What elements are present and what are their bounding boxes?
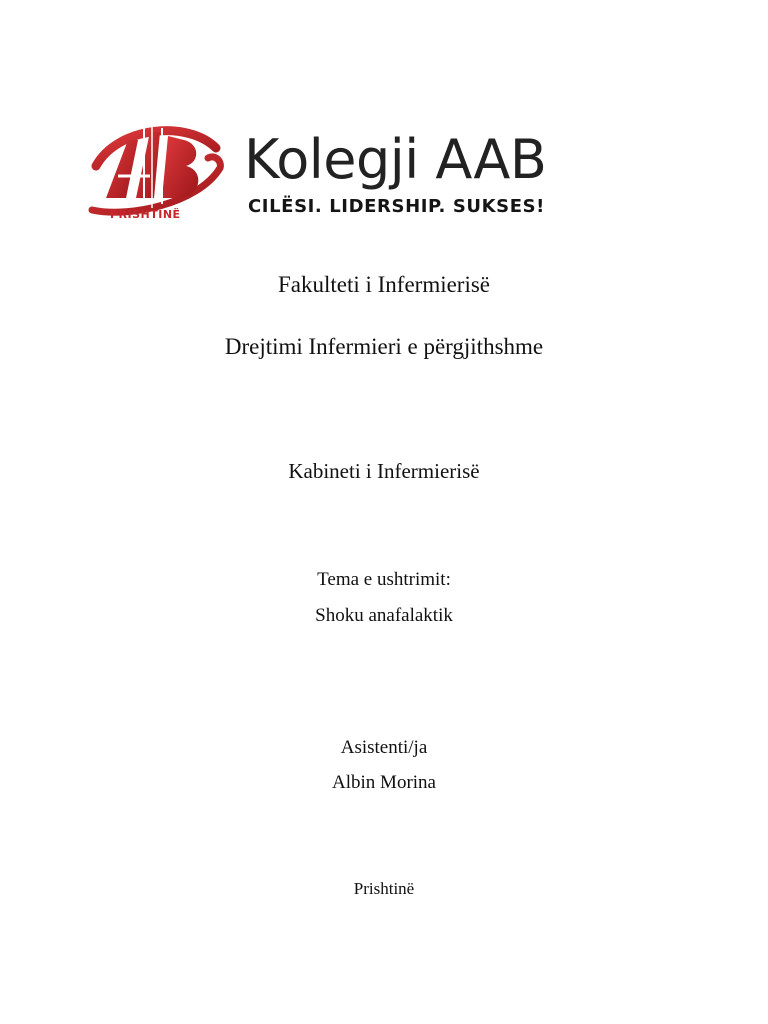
city-name: Prishtinë — [353, 879, 415, 898]
college-name: Kolegji AAB — [244, 128, 547, 191]
cabinet-title: Kabineti i Infermierisë — [288, 459, 480, 483]
assistant-label: Asistenti/ja — [340, 737, 428, 758]
topic-value: Shoku anafalaktik — [315, 605, 453, 626]
program-title: Drejtimi Infermieri e përgjithshme — [224, 334, 544, 359]
college-tagline: CILËSI. LIDERSHIP. SUKSES! — [248, 196, 545, 217]
assistant-name: Albin Morina — [332, 772, 436, 793]
aab-emblem-icon — [88, 118, 228, 222]
topic-label: Tema e ushtrimit: — [317, 569, 451, 590]
faculty-title: Fakulteti i Infermierisë — [277, 272, 491, 297]
svg-text:PRISHTINË: PRISHTINË — [110, 208, 181, 221]
college-logo — [88, 118, 608, 222]
